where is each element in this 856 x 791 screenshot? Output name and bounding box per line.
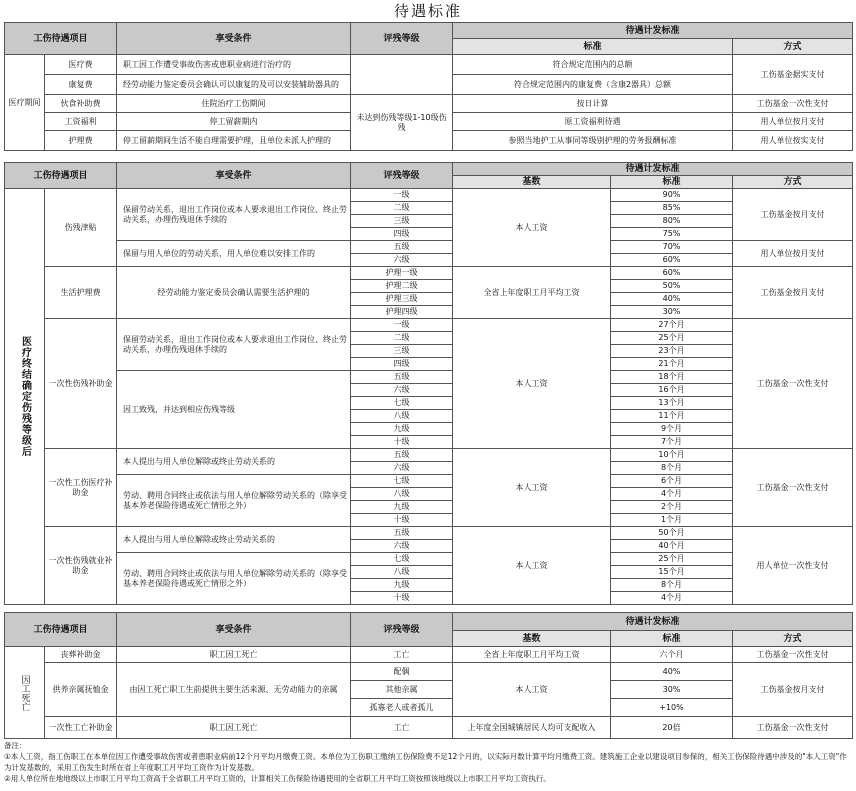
item-standard: 符合规定范围内的总额 [453, 55, 733, 75]
grade-cell: 一级 [351, 189, 453, 202]
item-name: 护理费 [45, 131, 117, 151]
month-cell: 13个月 [611, 397, 733, 410]
dependents-method: 工伤基金按月支付 [733, 663, 853, 717]
grade-cell: 四级 [351, 228, 453, 241]
death-lump-method: 工伤基金一次性支付 [733, 717, 853, 739]
item-standard: 原工资福利待遇 [453, 113, 733, 131]
rate-cell: 40% [611, 663, 733, 681]
month-cell: 11个月 [611, 410, 733, 423]
notes [4, 740, 852, 784]
rate-cell: 85% [611, 202, 733, 215]
death-lump-standard: 20倍 [611, 717, 733, 739]
header-method: 方式 [733, 176, 853, 189]
lump-employment-method: 用人单位一次性支付 [733, 527, 853, 605]
grade-cell: 护理三级 [351, 293, 453, 306]
header-method: 方式 [733, 39, 853, 55]
funeral-name: 丧葬补助金 [45, 647, 117, 663]
header-condition: 享受条件 [117, 23, 351, 55]
month-cell: 21个月 [611, 358, 733, 371]
dependents-base: 本人工资 [453, 663, 611, 717]
header-grade: 评残等级 [351, 163, 453, 189]
header-item: 工伤待遇项目 [5, 163, 117, 189]
grade-cell: 九级 [351, 423, 453, 436]
header-condition: 享受条件 [117, 163, 351, 189]
grade-cell: 十级 [351, 514, 453, 527]
grade-cell: 七级 [351, 553, 453, 566]
item-name: 伙食补助费 [45, 95, 117, 113]
month-cell: 1个月 [611, 514, 733, 527]
item-name: 工资福利 [45, 113, 117, 131]
header-base: 基数 [453, 631, 611, 647]
grade-cell: 九级 [351, 501, 453, 514]
grade-cell: 八级 [351, 566, 453, 579]
notes-title: 备注： [4, 741, 27, 750]
note-1: ①本人工资，指工伤职工在本单位因工作遭受事故伤害或者患职业病前12个月平均月缴费工资。本单位为工伤职工缴纳工伤保险费不足12个月的，以实际月数计算平均月缴费工资。建筑施工企业以建设项目参保的，相关工伤保险待遇中涉及的"本人工资"作为计发基数的，采用工伤发生时所在省上年度职工月平均工资作为计发基数。 [4, 752, 847, 772]
allowance-condition: 保留劳动关系，退出工作岗位或本人要求退出工作岗位、终止劳动关系，办理伤残退休手续的 [117, 189, 351, 241]
header-base: 基数 [453, 176, 611, 189]
grade-cell: 五级 [351, 241, 453, 254]
item-method: 工伤基金据实支付 [733, 55, 853, 95]
grade-cell: 七级 [351, 397, 453, 410]
rate-cell: 70% [611, 241, 733, 254]
item-standard: 参照当地护工从事同等级别护理的劳务报酬标准 [453, 131, 733, 151]
lump-disability-condition: 因工致残，并达到相应伤残等级 [117, 371, 351, 449]
grade-empty [351, 55, 453, 95]
item-method: 用人单位按实支付 [733, 131, 853, 151]
medical-period-table [4, 22, 853, 151]
item-condition: 住院治疗工伤期间 [117, 95, 351, 113]
grade-cell: 六级 [351, 540, 453, 553]
month-cell: 25个月 [611, 553, 733, 566]
grade-cell: 护理二级 [351, 280, 453, 293]
item-condition: 职工因工作遭受事故伤害或患职业病进行治疗的 [117, 55, 351, 75]
lump-disability-method: 工伤基金一次性支付 [733, 319, 853, 449]
side-label: 医疗终结确定伤残等级后 [5, 189, 45, 605]
nursing-name: 生活护理费 [45, 267, 117, 319]
item-method: 工伤基金一次性支付 [733, 95, 853, 113]
funeral-grade: 工亡 [351, 647, 453, 663]
funeral-base: 全省上年度职工月平均工资 [453, 647, 611, 663]
dependents-name: 供养亲属抚恤金 [45, 663, 117, 717]
month-cell: 25个月 [611, 332, 733, 345]
funeral-method: 工伤基金一次性支付 [733, 647, 853, 663]
note-2: ②用人单位所在地地级以上市职工月平均工资高于全省职工月平均工资的，计算相关工伤保险待遇使用的全省职工月平均工资按照该地级以上市职工月平均工资执行。 [4, 774, 551, 783]
lump-disability-condition: 保留劳动关系，退出工作岗位或本人要求退出工作岗位、终止劳动关系，办理伤残退休手续的 [117, 319, 351, 371]
grade-cell: 三级 [351, 345, 453, 358]
grade-cell: 十级 [351, 592, 453, 605]
allowance-method: 工伤基金按月支付 [733, 189, 853, 241]
grade-cell: 五级 [351, 371, 453, 384]
item-name: 康复费 [45, 75, 117, 95]
grade-cell: 其他亲属 [351, 681, 453, 699]
grade-cell: 六级 [351, 384, 453, 397]
page-title: 待遇标准 [393, 2, 462, 20]
rate-cell: 75% [611, 228, 733, 241]
lump-medical-condition: 本人提出与用人单位解除或终止劳动关系的 [117, 449, 351, 475]
allowance-name: 伤残津贴 [45, 189, 117, 267]
month-cell: 23个月 [611, 345, 733, 358]
nursing-method: 工伤基金按月支付 [733, 267, 853, 319]
month-cell: 7个月 [611, 436, 733, 449]
grade-cell: 六级 [351, 254, 453, 267]
item-condition: 停工留薪期内 [117, 113, 351, 131]
header-item: 工伤待遇项目 [5, 613, 117, 647]
lump-employment-condition: 本人提出与用人单位解除或终止劳动关系的 [117, 527, 351, 553]
item-condition: 停工留薪期间生活不能自理需要护理，且单位未派人护理的 [117, 131, 351, 151]
month-cell: 27个月 [611, 319, 733, 332]
grade-cell: 五级 [351, 449, 453, 462]
grade-cell: 四级 [351, 358, 453, 371]
header-condition: 享受条件 [117, 613, 351, 647]
month-cell: 8个月 [611, 579, 733, 592]
item-name: 医疗费 [45, 55, 117, 75]
header-standard: 标准 [611, 631, 733, 647]
grade-cell: 八级 [351, 488, 453, 501]
grade-cell: 八级 [351, 410, 453, 423]
grade-cell: 三级 [351, 215, 453, 228]
death-table [4, 612, 853, 739]
month-cell: 4个月 [611, 488, 733, 501]
item-method: 用人单位按月支付 [733, 113, 853, 131]
grade-cell: 二级 [351, 202, 453, 215]
header-method: 方式 [733, 631, 853, 647]
death-side-label: 因工死亡 [5, 647, 45, 739]
rate-cell: 80% [611, 215, 733, 228]
header-standard-group: 待遇计发标准 [453, 23, 853, 39]
nursing-condition: 经劳动能力鉴定委员会确认需要生活护理的 [117, 267, 351, 319]
grade-cell: 护理一级 [351, 267, 453, 280]
grade-cell: 配偶 [351, 663, 453, 681]
rate-cell: 60% [611, 254, 733, 267]
death-lump-grade: 工亡 [351, 717, 453, 739]
header-grade: 评残等级 [351, 23, 453, 55]
header-standard: 标准 [611, 176, 733, 189]
death-lump-name: 一次性工亡补助金 [45, 717, 117, 739]
lump-medical-base: 本人工资 [453, 449, 611, 527]
grade-cell: 七级 [351, 475, 453, 488]
month-cell: 2个月 [611, 501, 733, 514]
month-cell: 18个月 [611, 371, 733, 384]
grade-text: 未达到伤残等级1-10级伤残 [351, 95, 453, 151]
lump-medical-condition: 劳动、聘用合同终止或依法与用人单位解除劳动关系的（除享受基本养老保险待遇或死亡情形之外） [117, 475, 351, 527]
death-lump-base: 上年度全国城镇居民人均可支配收入 [453, 717, 611, 739]
month-cell: 8个月 [611, 462, 733, 475]
grade-cell: 五级 [351, 527, 453, 540]
rate-cell: 90% [611, 189, 733, 202]
disability-table [4, 162, 853, 605]
death-lump-condition: 职工因工死亡 [117, 717, 351, 739]
month-cell: 16个月 [611, 384, 733, 397]
grade-cell: 护理四级 [351, 306, 453, 319]
funeral-condition: 职工因工死亡 [117, 647, 351, 663]
grade-cell: 一级 [351, 319, 453, 332]
nursing-base: 全省上年度职工月平均工资 [453, 267, 611, 319]
grade-cell: 二级 [351, 332, 453, 345]
month-cell: 10个月 [611, 449, 733, 462]
funeral-standard: 六个月 [611, 647, 733, 663]
lump-disability-name: 一次性伤残补助金 [45, 319, 117, 449]
allowance-condition: 保留与用人单位的劳动关系，用人单位难以安排工作的 [117, 241, 351, 267]
grade-cell: 六级 [351, 462, 453, 475]
header-standard: 标准 [453, 39, 733, 55]
item-standard: 按日计算 [453, 95, 733, 113]
grade-cell: 九级 [351, 579, 453, 592]
item-standard: 符合规定范围内的康复费（含康2器具）总额 [453, 75, 733, 95]
lump-employment-name: 一次性伤残就业补助金 [45, 527, 117, 605]
lump-employment-condition: 劳动、聘用合同终止或依法与用人单位解除劳动关系的（除享受基本养老保险待遇或死亡情形之外） [117, 553, 351, 605]
month-cell: 15个月 [611, 566, 733, 579]
header-grade: 评残等级 [351, 613, 453, 647]
rate-cell: 30% [611, 681, 733, 699]
rate-cell: 30% [611, 306, 733, 319]
lump-disability-base: 本人工资 [453, 319, 611, 449]
lump-medical-name: 一次性工伤医疗补助金 [45, 449, 117, 527]
lump-medical-method: 工伤基金一次性支付 [733, 449, 853, 527]
month-cell: 4个月 [611, 592, 733, 605]
month-cell: 6个月 [611, 475, 733, 488]
rate-cell: 40% [611, 293, 733, 306]
month-cell: 40个月 [611, 540, 733, 553]
header-item: 工伤待遇项目 [5, 23, 117, 55]
lump-employment-base: 本人工资 [453, 527, 611, 605]
month-cell: 9个月 [611, 423, 733, 436]
grade-cell: 孤寡老人或者孤儿 [351, 699, 453, 717]
item-condition: 经劳动能力鉴定委员会确认可以康复的及可以安装辅助器具的 [117, 75, 351, 95]
grade-cell: 十级 [351, 436, 453, 449]
header-standard-group: 待遇计发标准 [453, 163, 853, 176]
rate-cell: 60% [611, 267, 733, 280]
header-standard-group: 待遇计发标准 [453, 613, 853, 631]
month-cell: 50个月 [611, 527, 733, 540]
period-label: 医疗期间 [5, 55, 45, 151]
rate-cell: +10% [611, 699, 733, 717]
allowance-base: 本人工资 [453, 189, 611, 267]
allowance-method: 用人单位按月支付 [733, 241, 853, 267]
dependents-condition: 由因工死亡职工生前提供主要生活来源、无劳动能力的亲属 [117, 663, 351, 717]
rate-cell: 50% [611, 280, 733, 293]
